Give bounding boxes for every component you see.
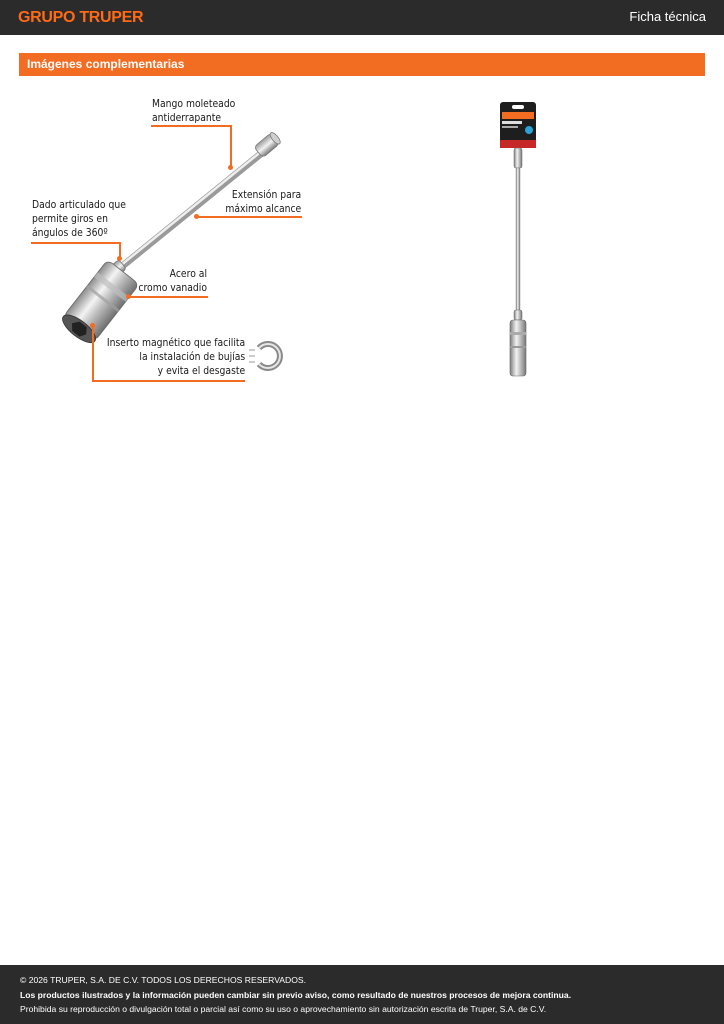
callout-magnet-line2: la instalación de bujías [139,351,245,363]
callout-swivel-line1: Dado articulado que [32,199,126,211]
footer-notice: Los productos ilustrados y la información pueden cambiar sin previo aviso, como resultado de nuestros procesos de mejora continua. [20,990,572,1000]
callout-handle-line2: antiderrapante [152,112,222,124]
footer-legal: Prohibida su reproducción o divulgación total o parcial así como su uso o aprovechamiento sin autorización escrita de Truper, S.A. de C.V. [20,1004,547,1014]
callout-steel-marker [126,294,131,299]
footer-copyright: © 2026 TRUPER, S.A. DE C.V. TODOS LOS DERECHOS RESERVADOS. [20,975,307,985]
callout-handle-marker [228,165,233,170]
brand-logo: GRUPO TRUPER [18,9,144,26]
callout-handle-leader-vertical [230,125,232,167]
callout-magnet-line3: y evita el desgaste [157,365,245,377]
section-header [19,53,705,76]
callout-extension-marker [194,214,199,219]
section-title: Imágenes complementarias [27,57,185,71]
callout-steel [138,267,207,295]
callout-magnet-marker [90,323,95,328]
callout-steel-line1: Acero al [169,268,207,280]
footer [0,965,724,1024]
callout-magnet-leader [92,380,245,382]
callout-swivel-marker [117,256,122,261]
packaged-product-image [490,98,550,383]
callout-extension [225,188,301,216]
header-bar [0,0,724,35]
callout-steel-leader [129,296,208,298]
callout-steel-line2: cromo vanadio [138,282,207,294]
callout-swivel-line2: permite giros en [32,213,108,225]
document-type-label: Ficha técnica [629,9,706,24]
callout-extension-leader [197,216,302,218]
callout-swivel [32,198,126,240]
callout-handle-leader [151,125,231,127]
callout-extension-line1: Extensión para [231,189,301,201]
callout-extension-line2: máximo alcance [225,203,301,215]
callout-magnet [107,336,245,378]
callout-magnet-line1: Inserto magnético que facilita [106,337,245,349]
callout-swivel-leader [31,242,120,244]
callout-handle-line1: Mango moleteado [152,98,236,110]
callout-magnet-leader-vertical [92,326,94,381]
callout-handle [152,97,235,125]
callout-swivel-line3: ángulos de 360º [32,227,108,239]
